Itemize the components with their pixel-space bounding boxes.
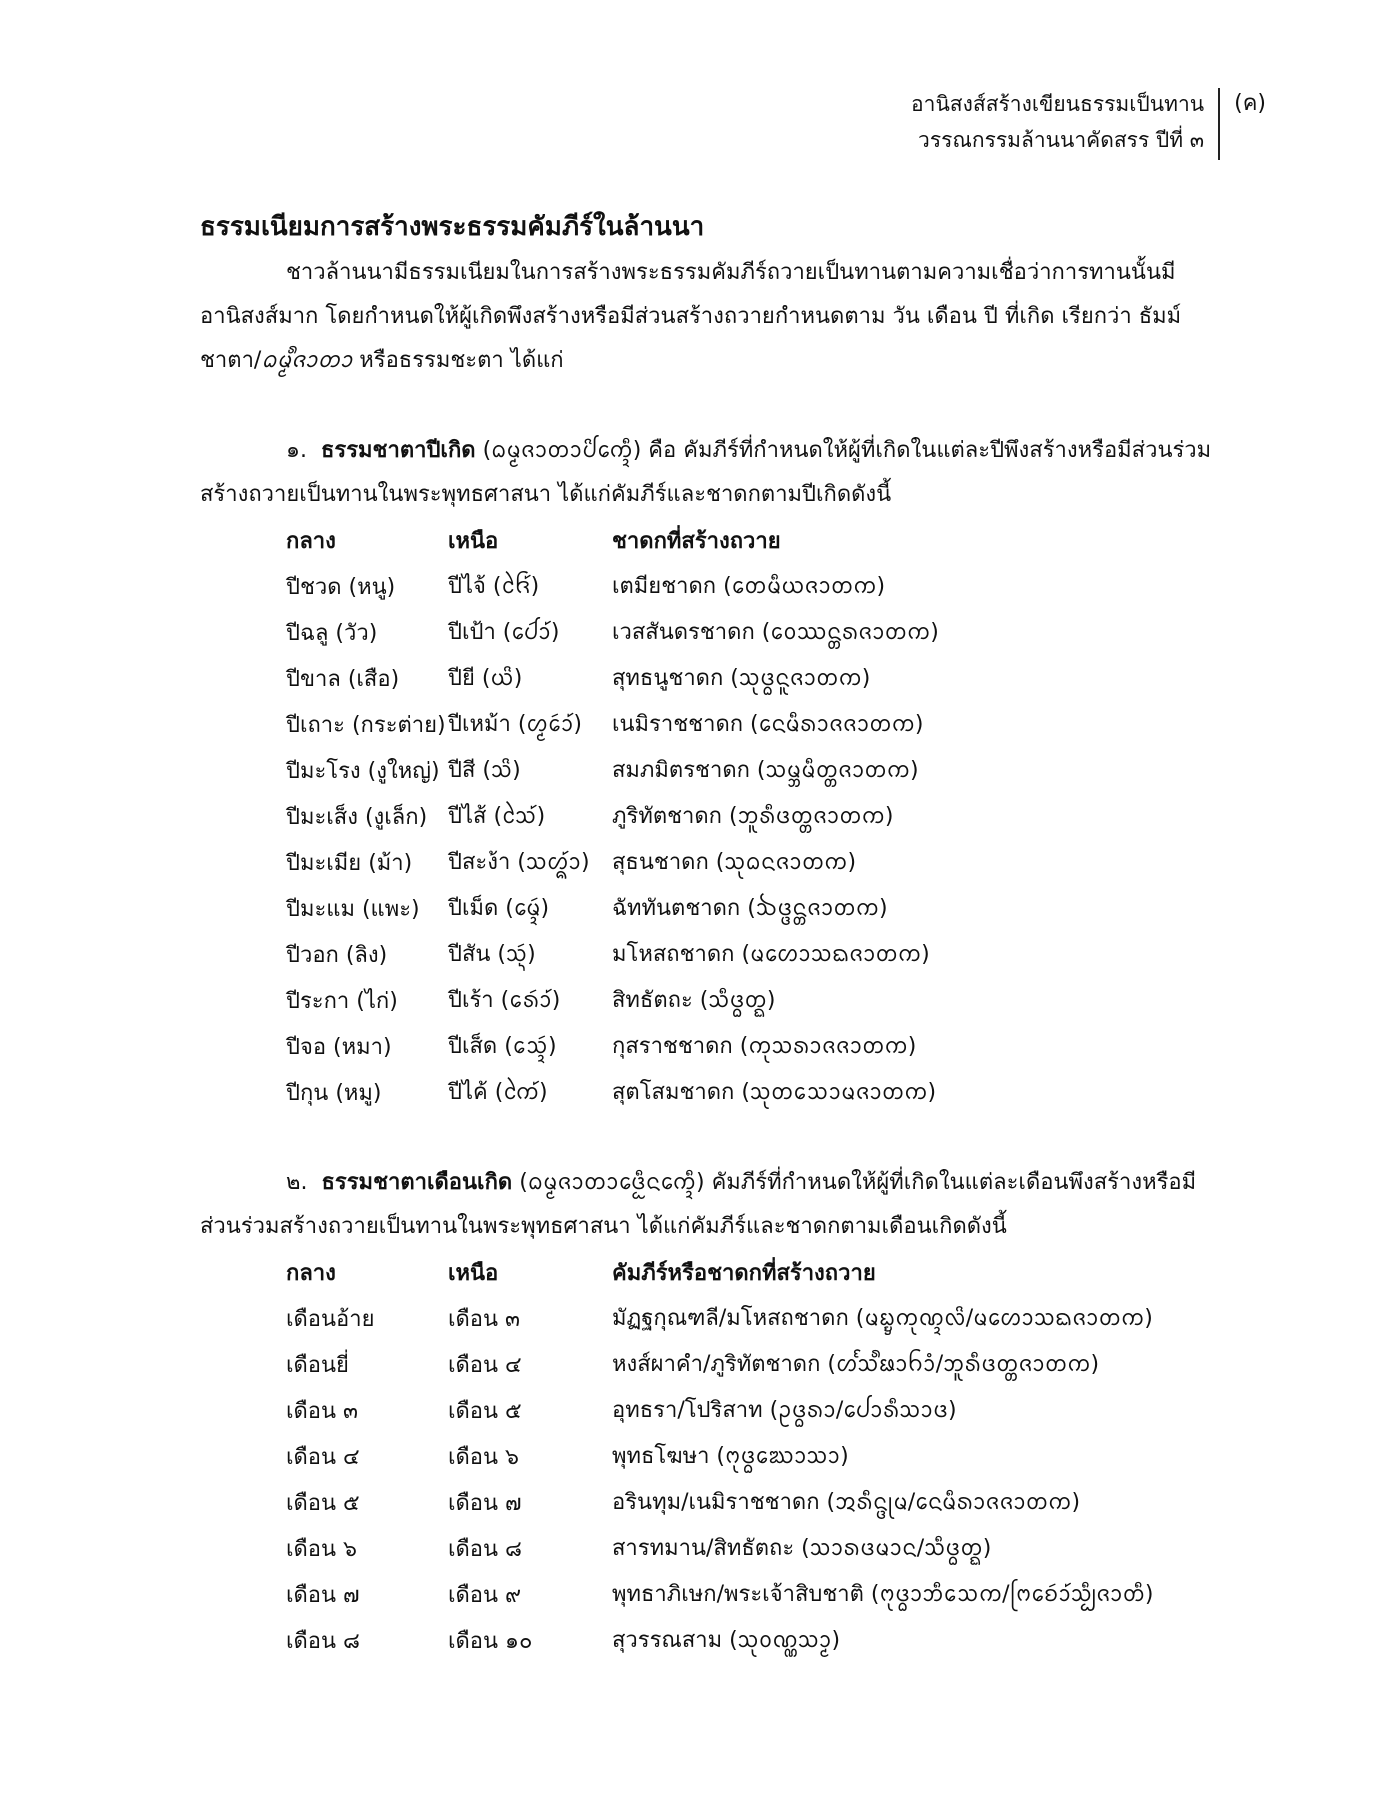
section-2-tai: (ᨵᨾ᩠ᨾᨩᩣᨲᩣᨴᩮᩬᩥᨶᨠᩮᩥ᩠ᨯ) bbox=[519, 1170, 705, 1195]
month-row bbox=[286, 1525, 1154, 1571]
column-header-central: กลาง bbox=[286, 528, 336, 554]
cell-text: เนมิราชชาดก (ᨶᩮᨾᩥᩁᩣᨩᨩᩣᨲᨠ) bbox=[612, 711, 924, 737]
section-1-heading: ธรรมชาตาปีเกิด bbox=[320, 438, 476, 463]
cell-northern: เดือน ๖ bbox=[448, 1444, 520, 1470]
month-table bbox=[286, 1249, 1154, 1663]
section-1-number: ๑. bbox=[286, 438, 307, 463]
intro-tai-word: ᨵᨾ᩠ᨾ᩺ᨩᩣᨲᩣ bbox=[261, 348, 353, 373]
intro-text: ชาวล้านนามีธรรมเนียมในการสร้างพระธรรมคัมภีร์ถวายเป็นทานตามความเชื่อว่าการทานนั้นมีอานิสงส์มาก โดยกำหนดให้ผู้เกิดพึงสร้างหรือมีส่วนสร้างถวายกำหนดตาม วัน เดือน ปี ที่เกิด เรียกว่า ธัมม์ชาตา/ bbox=[200, 260, 1182, 373]
cell-text: อุทธรา/โปริสาท (ᩏᨴ᩠ᨵᩁᩣ/ᨸᩮᩣᩁᩥᩈᩣᨴ) bbox=[612, 1397, 957, 1423]
year-row bbox=[286, 977, 939, 1023]
column-header-scripture: คัมภีร์หรือชาดกที่สร้างถวาย bbox=[612, 1260, 876, 1286]
cell-central: ปีระกา (ไก่) bbox=[286, 988, 398, 1014]
month-row bbox=[286, 1479, 1154, 1525]
year-row bbox=[286, 563, 939, 609]
cell-central: เดือน ๓ bbox=[286, 1398, 359, 1424]
cell-northern: ปีเหม้า (ᩉ᩠ᨾᩮᩢᩣ᩶) bbox=[448, 711, 582, 737]
running-title-line-1: อานิสงส์สร้างเขียนธรรมเป็นทาน bbox=[911, 92, 1205, 116]
cell-northern: เดือน ๕ bbox=[448, 1398, 522, 1424]
cell-northern: เดือน ๓ bbox=[448, 1306, 521, 1332]
cell-text: หงส์ผาคำ/ภูริทัตชาดก (ᩉᩘᩈ᩺ᨹᩣᨤᩣᩴ/ᨽᩪᩁᩥᨴᨲ᩠ᨲᨩᩣᨲᨠ) bbox=[612, 1351, 1100, 1377]
cell-northern: ปีไค้ (ᨠᩱ᩶) bbox=[448, 1079, 548, 1105]
year-row bbox=[286, 701, 939, 747]
year-row bbox=[286, 839, 939, 885]
page-header bbox=[911, 86, 1266, 160]
section-1-intro bbox=[200, 429, 1234, 517]
cell-northern: เดือน ๘ bbox=[448, 1536, 523, 1562]
cell-text: มัฏฐกุณฑลี/มโหสถชาดก (ᨾᨭ᩠ᨮᨠᩩᨱ᩠ᨯᩃᩦ/ᨾᩉᩮᩣᩈᨳᨩᩣᨲᨠ) bbox=[612, 1305, 1153, 1331]
page-body bbox=[200, 205, 1234, 1663]
cell-central: ปีมะเส็ง (งูเล็ก) bbox=[286, 804, 428, 830]
cell-central: ปีขาล (เสือ) bbox=[286, 666, 400, 692]
month-row bbox=[286, 1341, 1154, 1387]
cell-text: อรินทุม/เนมิราชชาดก (ᩋᩁᩥᨶ᩠ᨴᩩᨾ/ᨶᩮᨾᩥᩁᩣᨩᨩᩣᨲᨠ) bbox=[612, 1489, 1081, 1515]
month-row bbox=[286, 1617, 1154, 1663]
cell-central: ปีฉลู (วัว) bbox=[286, 620, 378, 646]
cell-northern: เดือน ๔ bbox=[448, 1352, 522, 1378]
year-row bbox=[286, 609, 939, 655]
cell-northern: ปีสะง้า (ᩈᩉ᩠ᨦ᩶ᩣ) bbox=[448, 849, 590, 875]
cell-central: ปีมะแม (แพะ) bbox=[286, 896, 420, 922]
cell-central: ปีเถาะ (กระต่าย) bbox=[286, 712, 446, 738]
column-header-jataka: ชาดกที่สร้างถวาย bbox=[612, 528, 781, 554]
cell-central: เดือน ๘ bbox=[286, 1628, 361, 1654]
cell-northern: เดือน ๙ bbox=[448, 1582, 522, 1608]
column-header-central: กลาง bbox=[286, 1260, 336, 1286]
intro-paragraph bbox=[200, 251, 1234, 383]
month-row bbox=[286, 1571, 1154, 1617]
cell-text: สารทมาน/สิทธัตถะ (ᩈᩣᩁᨴᨾᩣᨶ/ᩈᩥᨴ᩠ᨵᨲ᩠ᨳ) bbox=[612, 1535, 992, 1561]
cell-text: มโหสถชาดก (ᨾᩉᩮᩣᩈᨳᨩᩣᨲᨠ) bbox=[612, 941, 930, 967]
cell-northern: ปีไส้ (ᩈᩱ᩶) bbox=[448, 803, 546, 829]
running-title-line-2: วรรณกรรมล้านนาคัดสรร ปีที่ ๓ bbox=[918, 128, 1205, 152]
cell-northern: เดือน ๗ bbox=[448, 1490, 522, 1516]
column-header-northern: เหนือ bbox=[448, 1260, 499, 1286]
year-row bbox=[286, 655, 939, 701]
month-table-header bbox=[286, 1249, 1154, 1295]
section-2-intro bbox=[200, 1161, 1234, 1249]
intro-tail: หรือธรรมชะตา ได้แก่ bbox=[352, 348, 564, 373]
cell-central: ปีมะเมีย (ม้า) bbox=[286, 850, 413, 876]
cell-central: ปีชวด (หนู) bbox=[286, 574, 396, 600]
section-1-tai: (ᨵᨾ᩠ᨾᨩᩣᨲᩣᨸᩦᨠᩮᩥ᩠ᨯ) bbox=[482, 438, 642, 463]
cell-northern: ปีไจ้ (ᨪᩱ᩶) bbox=[448, 573, 540, 599]
cell-central: ปีจอ (หมา) bbox=[286, 1034, 392, 1060]
cell-text: เวสสันดรชาดก (ᩅᩮᩔᨶ᩠ᨲᩁᨩᩣᨲᨠ) bbox=[612, 619, 939, 645]
year-table-header bbox=[286, 517, 939, 563]
section-1-text: คือ คัมภีร์ที่กำหนดให้ผู้ที่เกิดในแต่ละปีพึงสร้างหรือมีส่วนร่วมสร้างถวายเป็นทานในพระพุทธศาสนา ได้แก่คัมภีร์และชาดกตามปีเกิดดังนี้ bbox=[200, 438, 1212, 507]
cell-central: ปีมะโรง (งูใหญ่) bbox=[286, 758, 440, 784]
cell-northern: ปีสัน (ᩈᩢ᩠ᨶ) bbox=[448, 941, 536, 967]
month-row bbox=[286, 1433, 1154, 1479]
cell-central: เดือน ๗ bbox=[286, 1582, 360, 1608]
cell-text: สุธนชาดก (ᩈᩩᨵᨶᨩᩣᨲᨠ) bbox=[612, 849, 857, 875]
cell-text: พุทธโฆษา (ᨻᩩᨴ᩠ᨵᨥᩮᩣᩈᩣ) bbox=[612, 1443, 849, 1469]
page-title: ธรรมเนียมการสร้างพระธรรมคัมภีร์ในล้านนา bbox=[200, 212, 705, 242]
cell-central: เดือน ๕ bbox=[286, 1490, 360, 1516]
cell-text: พุทธาภิเษก/พระเจ้าสิบชาติ (ᨻᩩᨴ᩠ᨵᩣᨽᩥᩈᩮᨠ/ᨻᩕᨧᩮᩢᩣ᩶ᩈᩥ᩠ᨷᨩᩣᨲᩥ) bbox=[612, 1581, 1154, 1607]
year-row bbox=[286, 1069, 939, 1115]
month-row bbox=[286, 1295, 1154, 1341]
cell-central: เดือน ๖ bbox=[286, 1536, 358, 1562]
year-table bbox=[286, 517, 939, 1115]
cell-central: ปีวอก (ลิง) bbox=[286, 942, 388, 968]
section-2-text: คัมภีร์ที่กำหนดให้ผู้ที่เกิดในแต่ละเดือนพึงสร้างหรือมีส่วนร่วมสร้างถวายเป็นทานในพระพุทธศาสนา ได้แก่คัมภีร์และชาดกตามเดือนเกิดดังนี้ bbox=[200, 1170, 1197, 1239]
cell-central: ปีกุน (หมู) bbox=[286, 1080, 382, 1106]
cell-text: สุตโสมชาดก (ᩈᩩᨲᩈᩮᩣᨾᨩᩣᨲᨠ) bbox=[612, 1079, 937, 1105]
page-number: (ค) bbox=[1234, 91, 1266, 116]
month-row bbox=[286, 1387, 1154, 1433]
cell-text: สิทธัตถะ (ᩈᩥᨴ᩠ᨵᨲ᩠ᨳ) bbox=[612, 987, 776, 1013]
cell-text: เตมียชาดก (ᨲᩮᨾᩥᨿᨩᩣᨲᨠ) bbox=[612, 573, 886, 599]
year-row bbox=[286, 885, 939, 931]
cell-northern: ปีเป้า (ᨸᩮᩢᩣ᩶) bbox=[448, 619, 560, 645]
cell-text: สุทธนูชาดก (ᩈᩩᨴ᩠ᨵᨶᩪᨩᩣᨲᨠ) bbox=[612, 665, 871, 691]
cell-text: ฉัททันตชาดก (ᨨᨴ᩠ᨴᨶ᩠ᨲᨩᩣᨲᨠ) bbox=[612, 895, 888, 921]
cell-northern: ปีเม็ด (ᨾᩮᩢ᩠ᨯ) bbox=[448, 895, 550, 921]
year-row bbox=[286, 793, 939, 839]
cell-northern: ปีสี (ᩈᩦ) bbox=[448, 757, 521, 783]
cell-northern: ปียี (ᨿᩦ) bbox=[448, 665, 523, 691]
column-header-northern: เหนือ bbox=[448, 528, 499, 554]
cell-central: เดือนยี่ bbox=[286, 1352, 349, 1378]
section-2-heading: ธรรมชาตาเดือนเกิด bbox=[321, 1170, 513, 1195]
cell-text: กุสราชชาดก (ᨠᩩᩈᩁᩣᨩᨩᩣᨲᨠ) bbox=[612, 1033, 917, 1059]
cell-northern: ปีเร้า (ᩁᩮᩢᩣ᩶) bbox=[448, 987, 561, 1013]
cell-northern: เดือน ๑๐ bbox=[448, 1628, 533, 1654]
year-row bbox=[286, 931, 939, 977]
cell-central: เดือนอ้าย bbox=[286, 1306, 375, 1332]
section-2-number: ๒. bbox=[286, 1170, 308, 1195]
running-title bbox=[911, 86, 1218, 158]
year-row bbox=[286, 747, 939, 793]
cell-text: สมภมิตรชาดก (ᩈᨾ᩠ᨽᨾᩥᨲ᩠ᨲᨩᩣᨲᨠ) bbox=[612, 757, 919, 783]
cell-text: สุวรรณสาม (ᩈᩩᩅᨱ᩠ᨱᩈᩣ᩠ᨾ) bbox=[612, 1627, 841, 1653]
cell-northern: ปีเส็ด (ᩈᩮᩢ᩠ᨯ) bbox=[448, 1033, 557, 1059]
year-row bbox=[286, 1023, 939, 1069]
cell-text: ภูริทัตชาดก (ᨽᩪᩁᩥᨴᨲ᩠ᨲᨩᩣᨲᨠ) bbox=[612, 803, 894, 829]
cell-central: เดือน ๔ bbox=[286, 1444, 360, 1470]
